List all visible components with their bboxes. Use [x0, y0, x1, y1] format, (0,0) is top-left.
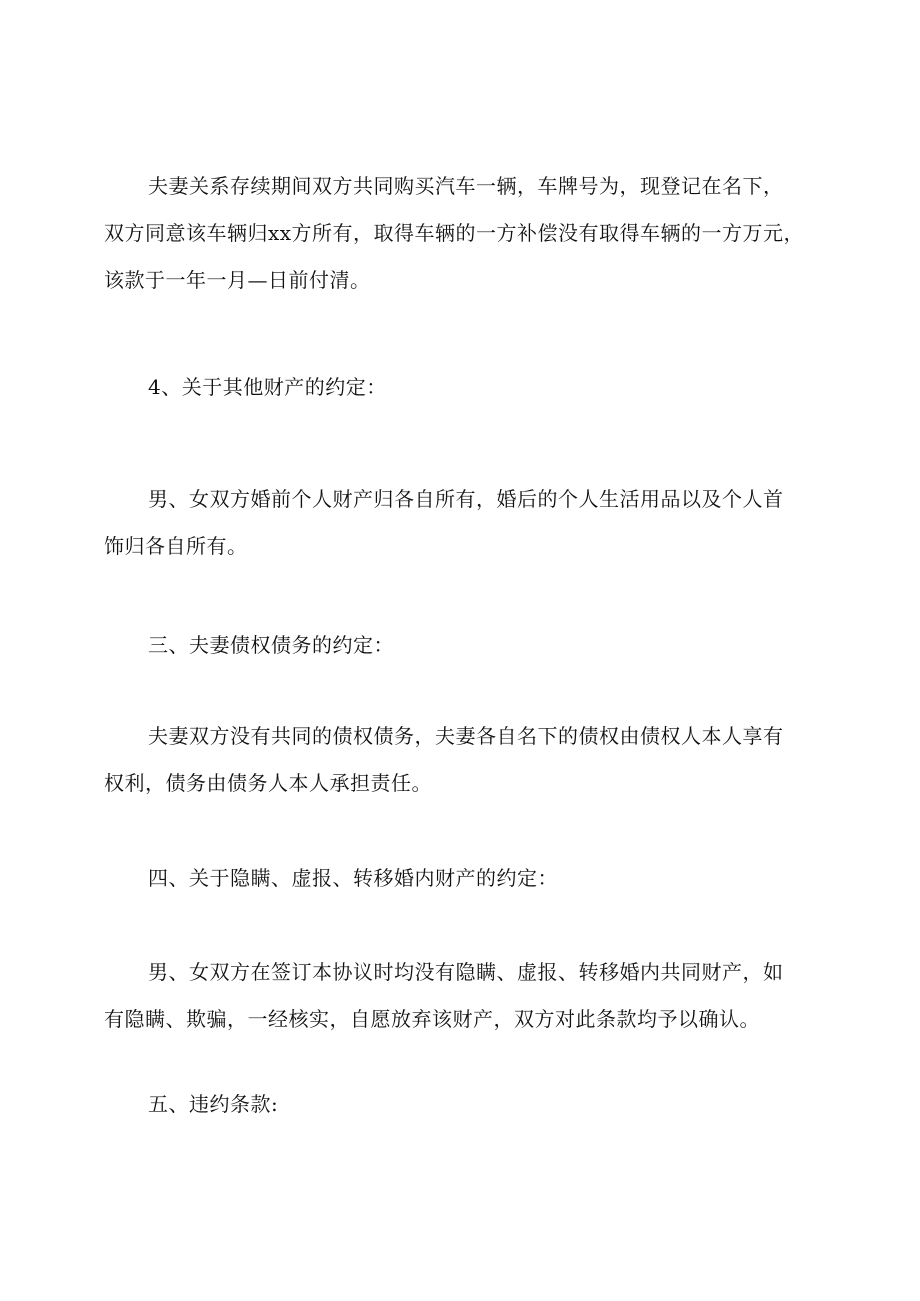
paragraph-line: 夫妻双方没有共同的债权债务，夫妻各自名下的债权由债权人本人享有	[148, 724, 784, 748]
paragraph-line: 该款于一年一月—日前付清。	[104, 268, 371, 292]
paragraph-debts	[104, 713, 820, 807]
heading-concealment	[104, 855, 820, 902]
paragraph-personal-property	[104, 476, 820, 570]
section-heading: 4、关于其他财产的约定：	[148, 375, 387, 399]
section-heading: 四、关于隐瞒、虚报、转移婚内财产的约定：	[148, 866, 558, 890]
heading-other-property	[104, 364, 820, 411]
paragraph-line: 双方同意该车辆归xx方所有，取得车辆的一方补偿没有取得车辆的一方万元，	[104, 221, 805, 245]
paragraph-line: 权利，债务由债务人本人承担责任。	[104, 771, 432, 795]
paragraph-line: 男、女双方在签订本协议时均没有隐瞒、虚报、转移婚内共同财产，如	[148, 960, 784, 984]
paragraph-concealment	[104, 949, 820, 1043]
paragraph-line: 夫妻关系存续期间双方共同购买汽车一辆，车牌号为，现登记在名下，	[148, 174, 784, 198]
section-heading: 三、夫妻债权债务的约定：	[148, 633, 394, 657]
paragraph-line: 饰归各自所有。	[104, 534, 248, 558]
paragraph-vehicle	[104, 163, 820, 304]
section-heading: 五、违约条款:	[148, 1092, 279, 1116]
paragraph-line: 有隐瞒、欺骗，一经核实，自愿放弃该财产，双方对此条款均予以确认。	[104, 1007, 760, 1031]
heading-debts	[104, 622, 820, 669]
paragraph-line: 男、女双方婚前个人财产归各自所有，婚后的个人生活用品以及个人首	[148, 487, 784, 511]
heading-breach	[104, 1081, 820, 1128]
